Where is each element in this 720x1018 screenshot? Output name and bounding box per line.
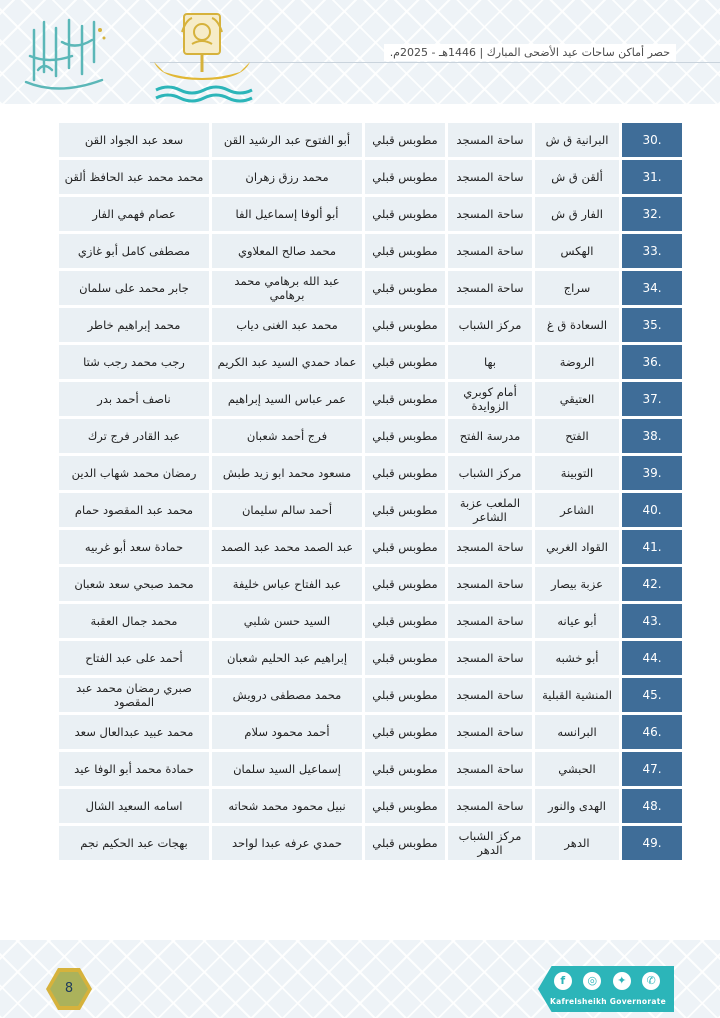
twitter-icon[interactable]: ✦ (613, 972, 631, 990)
prayer-place: ساحة المسجد (448, 530, 532, 564)
preacher-name: حمادة سعد أبو غربيه (59, 530, 209, 564)
eid-calligraphy-logo (14, 10, 114, 100)
social-icons-row (548, 972, 666, 994)
preacher-name: سعد عبد الجواد القن (59, 123, 209, 157)
preacher-name: محمد عبد المقصود حمام (59, 493, 209, 527)
district-name: مطوبس قبلي (365, 345, 445, 379)
row-number: .46 (622, 715, 682, 749)
imam-name: نبيل محمود محمد شحاته (212, 789, 362, 823)
district-name: مطوبس قبلي (365, 234, 445, 268)
imam-name: مسعود محمد ابو زيد طبش (212, 456, 362, 490)
village-name: الهدى والنور (535, 789, 619, 823)
imam-name: عبد الصمد محمد عبد الصمد (212, 530, 362, 564)
imam-name: عمر عباس السيد إبراهيم (212, 382, 362, 416)
district-name: مطوبس قبلي (365, 789, 445, 823)
imam-name: أبو ألوفا إسماعيل الفا (212, 197, 362, 231)
row-number: .45 (622, 678, 682, 712)
whatsapp-icon[interactable]: ✆ (642, 972, 660, 990)
table-row (59, 826, 682, 860)
imam-name: محمد مصطفى درويش (212, 678, 362, 712)
village-name: سراج (535, 271, 619, 305)
preacher-name: أحمد على عبد الفتاح (59, 641, 209, 675)
row-number: .34 (622, 271, 682, 305)
table-row (59, 160, 682, 194)
row-number: .33 (622, 234, 682, 268)
district-name: مطوبس قبلي (365, 382, 445, 416)
row-number: .47 (622, 752, 682, 786)
prayer-place: ساحة المسجد (448, 715, 532, 749)
table-row (59, 604, 682, 638)
prayer-place: ساحة المسجد (448, 234, 532, 268)
village-name: ألقن ق ش (535, 160, 619, 194)
preacher-name: مصطفى كامل أبو غازي (59, 234, 209, 268)
preacher-name: جابر محمد على سلمان (59, 271, 209, 305)
village-name: الهكس (535, 234, 619, 268)
preacher-name: محمد صبحي سعد شعبان (59, 567, 209, 601)
header-title: حصر أماكن ساحات عيد الأضحى المبارك | 1446هـ - 2025م. (384, 44, 676, 61)
table-row (59, 456, 682, 490)
preacher-name: عصام فهمي الفار (59, 197, 209, 231)
preacher-name: صبري رمضان محمد عبد المقصود (59, 678, 209, 712)
district-name: مطوبس قبلي (365, 752, 445, 786)
prayer-place: ساحة المسجد (448, 604, 532, 638)
district-name: مطوبس قبلي (365, 530, 445, 564)
prayer-place: ساحة المسجد (448, 752, 532, 786)
row-number: .35 (622, 308, 682, 342)
village-name: التوبينة (535, 456, 619, 490)
district-name: مطوبس قبلي (365, 160, 445, 194)
table-row (59, 419, 682, 453)
preacher-name: اسامه السعيد الشال (59, 789, 209, 823)
imam-name: عماد حمدي السيد عبد الكريم (212, 345, 362, 379)
district-name: مطوبس قبلي (365, 678, 445, 712)
prayer-place: ساحة المسجد (448, 197, 532, 231)
district-name: مطوبس قبلي (365, 826, 445, 860)
table-row (59, 308, 682, 342)
prayer-place: ساحة المسجد (448, 641, 532, 675)
district-name: مطوبس قبلي (365, 123, 445, 157)
village-name: الفتح (535, 419, 619, 453)
imam-name: السيد حسن شلبي (212, 604, 362, 638)
governorate-boat-logo (148, 10, 254, 106)
district-name: مطوبس قبلي (365, 493, 445, 527)
district-name: مطوبس قبلي (365, 715, 445, 749)
table-row (59, 493, 682, 527)
facebook-icon[interactable]: f (554, 972, 572, 990)
village-name: الشاعر (535, 493, 619, 527)
row-number: .37 (622, 382, 682, 416)
district-name: مطوبس قبلي (365, 271, 445, 305)
row-number: .43 (622, 604, 682, 638)
imam-name: أبو الفتوح عبد الرشيد القن (212, 123, 362, 157)
preacher-name: محمد محمد عبد الحافظ ألقن (59, 160, 209, 194)
village-name: أبو خشبه (535, 641, 619, 675)
district-name: مطوبس قبلي (365, 456, 445, 490)
imam-name: إبراهيم عبد الحليم شعبان (212, 641, 362, 675)
prayer-place: مركز الشباب (448, 456, 532, 490)
district-name: مطوبس قبلي (365, 567, 445, 601)
imam-name: أحمد سالم سليمان (212, 493, 362, 527)
preacher-name: رجب محمد رجب شتا (59, 345, 209, 379)
district-name: مطوبس قبلي (365, 308, 445, 342)
village-name: السعادة ق غ (535, 308, 619, 342)
prayer-place: ساحة المسجد (448, 567, 532, 601)
page-number: 8 (64, 981, 74, 996)
imam-name: محمد رزق زهران (212, 160, 362, 194)
prayer-place: أمام كوبري الزوايدة (448, 382, 532, 416)
imam-name: عبد الفتاح عباس خليفة (212, 567, 362, 601)
imam-name: محمد صالح المعلاوي (212, 234, 362, 268)
table-row (59, 641, 682, 675)
table-row (59, 789, 682, 823)
row-number: .48 (622, 789, 682, 823)
preacher-name: محمد عبيد عبدالعال سعد (59, 715, 209, 749)
table-row (59, 271, 682, 305)
imam-name: فرج أحمد شعبان (212, 419, 362, 453)
preacher-name: رمضان محمد شهاب الدين (59, 456, 209, 490)
preacher-name: محمد جمال العقبة (59, 604, 209, 638)
district-name: مطوبس قبلي (365, 604, 445, 638)
village-name: أبو عيانه (535, 604, 619, 638)
row-number: .40 (622, 493, 682, 527)
table-row (59, 123, 682, 157)
row-number: .49 (622, 826, 682, 860)
row-number: .44 (622, 641, 682, 675)
instagram-icon[interactable]: ◎ (583, 972, 601, 990)
row-number: .38 (622, 419, 682, 453)
prayer-place: ساحة المسجد (448, 160, 532, 194)
preacher-name: بهجات عبد الحكيم نجم (59, 826, 209, 860)
village-name: الفار ق ش (535, 197, 619, 231)
village-name: الحبشي (535, 752, 619, 786)
district-name: مطوبس قبلي (365, 419, 445, 453)
village-name: البرانسه (535, 715, 619, 749)
district-name: مطوبس قبلي (365, 197, 445, 231)
village-name: المنشية القبلية (535, 678, 619, 712)
row-number: .42 (622, 567, 682, 601)
row-number: .31 (622, 160, 682, 194)
table-row (59, 345, 682, 379)
table-row (59, 715, 682, 749)
table-row (59, 234, 682, 268)
village-name: القواد الغربي (535, 530, 619, 564)
prayer-place: ساحة المسجد (448, 123, 532, 157)
prayer-place: بها (448, 345, 532, 379)
prayer-place: ساحة المسجد (448, 271, 532, 305)
imam-name: حمدي عرفه عبدا لواحد (212, 826, 362, 860)
village-name: الدهر (535, 826, 619, 860)
preacher-name: حمادة محمد أبو الوفا عيد (59, 752, 209, 786)
prayer-place: مركز الشباب (448, 308, 532, 342)
imam-name: إسماعيل السيد سلمان (212, 752, 362, 786)
governorate-label: Kafrelsheikh Governorate (550, 997, 666, 1006)
preacher-name: عبد القادر فرج ترك (59, 419, 209, 453)
table-row (59, 530, 682, 564)
row-number: .39 (622, 456, 682, 490)
eid-prayer-locations-table (56, 120, 685, 863)
prayer-place: مركز الشباب الدهر (448, 826, 532, 860)
prayer-place: ساحة المسجد (448, 678, 532, 712)
preacher-name: ناصف أحمد بدر (59, 382, 209, 416)
row-number: .32 (622, 197, 682, 231)
row-number: .41 (622, 530, 682, 564)
imam-name: محمد عبد الغنى دياب (212, 308, 362, 342)
village-name: العتيقي (535, 382, 619, 416)
row-number: .30 (622, 123, 682, 157)
table-row (59, 197, 682, 231)
village-name: الروضة (535, 345, 619, 379)
prayer-place: الملعب عزبة الشاعر (448, 493, 532, 527)
table-row (59, 678, 682, 712)
village-name: عزبة بيصار (535, 567, 619, 601)
imam-name: أحمد محمود سلام (212, 715, 362, 749)
table-row (59, 567, 682, 601)
row-number: .36 (622, 345, 682, 379)
prayer-place: مدرسة الفتح (448, 419, 532, 453)
imam-name: عبد الله برهامي محمد برهامي (212, 271, 362, 305)
village-name: البرانية ق ش (535, 123, 619, 157)
preacher-name: محمد إبراهيم خاطر (59, 308, 209, 342)
table-row (59, 382, 682, 416)
prayer-place: ساحة المسجد (448, 789, 532, 823)
district-name: مطوبس قبلي (365, 641, 445, 675)
table-row (59, 752, 682, 786)
